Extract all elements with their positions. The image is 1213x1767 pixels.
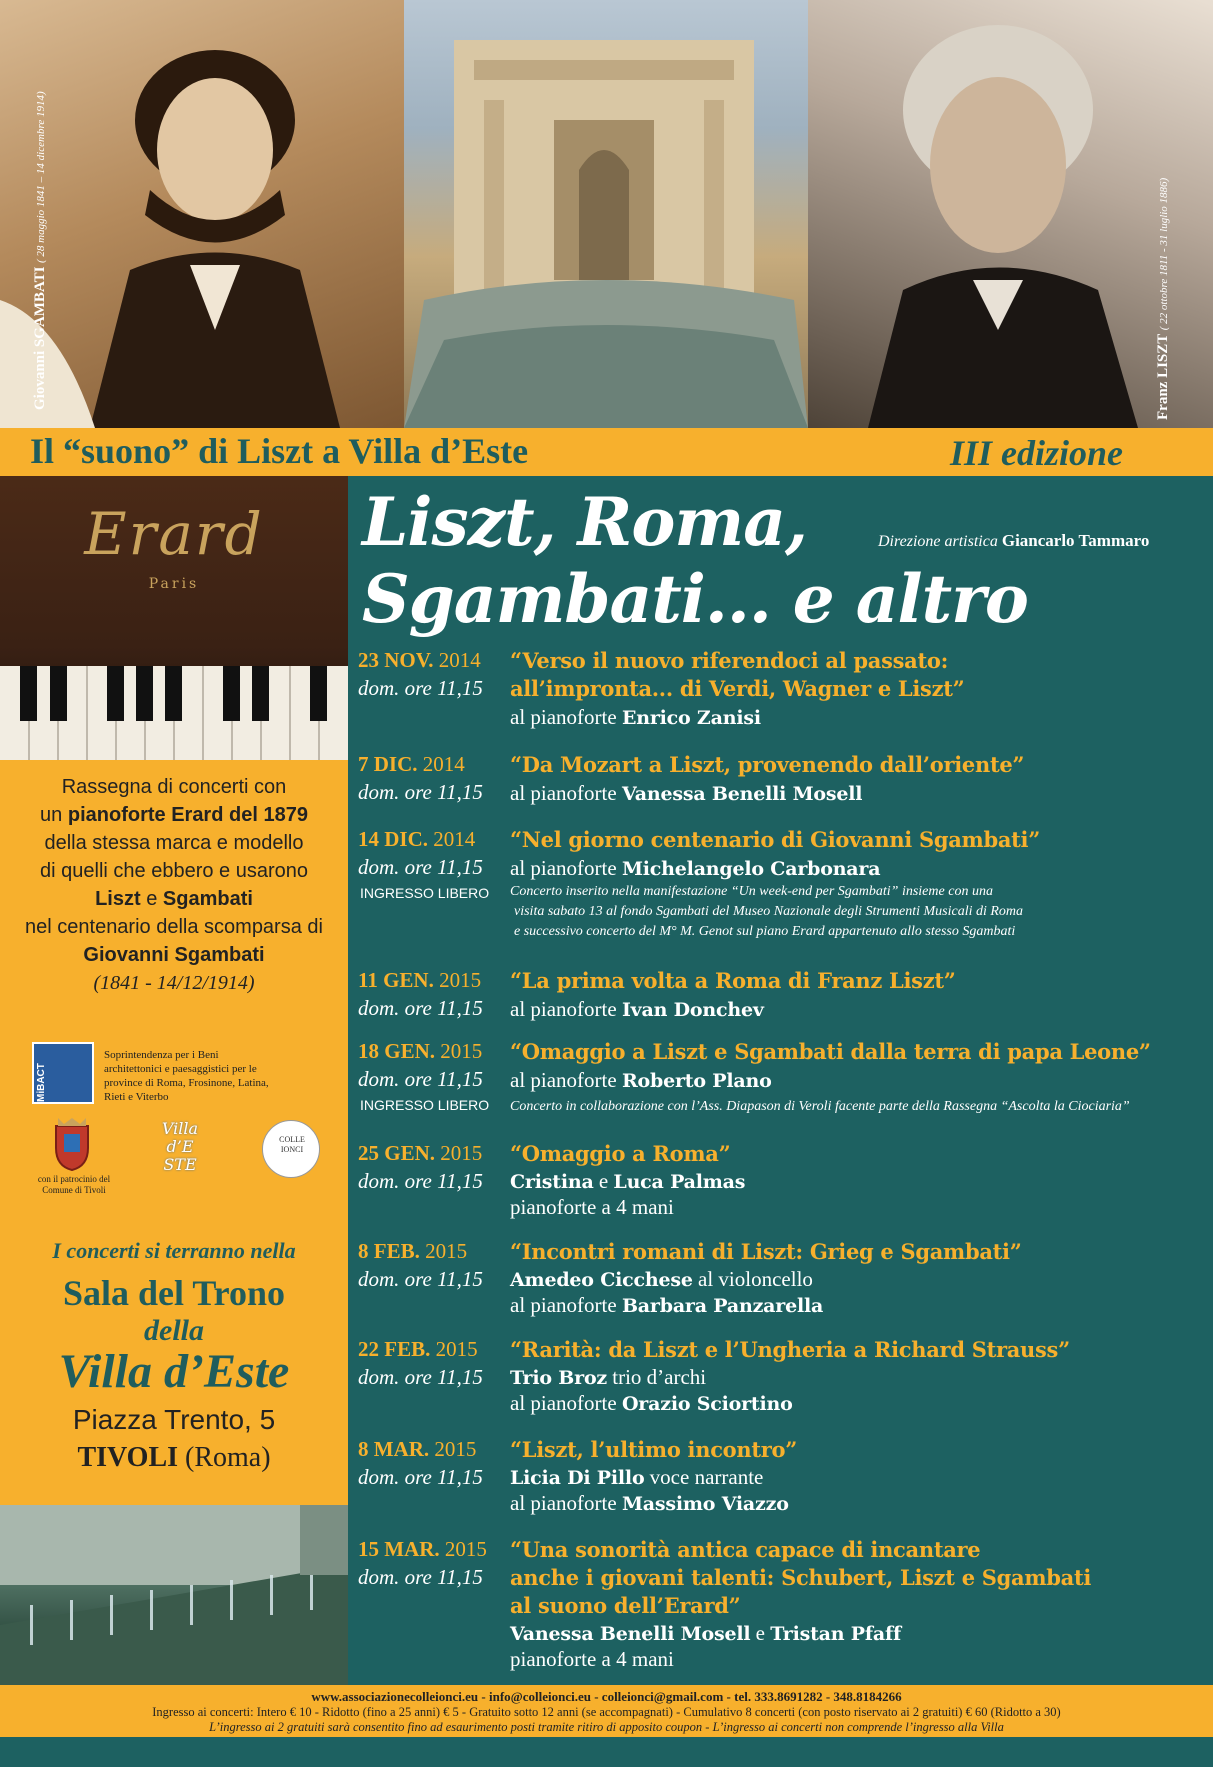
erard-piano-photo (0, 476, 348, 760)
edition-label: III edizione (950, 433, 1124, 473)
venue-city-name: TIVOLI (77, 1442, 179, 1473)
event-note: e successivo concerto del M° M. Genot sul piano Erard appartenuto allo stesso Sgambati (514, 924, 1016, 939)
direction-label: Direzione artistica (878, 533, 998, 550)
event-day: 23 NOV. (358, 648, 434, 672)
event-year: 2015 (440, 1141, 483, 1165)
event-performer (510, 1169, 745, 1194)
sgambati-caption (32, 91, 49, 410)
performer-name: Amedeo Cicchese (510, 1269, 693, 1291)
performer-role: al pianoforte (510, 705, 617, 729)
sgambati-dates: ( 28 maggio 1841 – 14 dicembre 1914) (35, 91, 47, 263)
performer-name: Vanessa Benelli Mosell (510, 1623, 751, 1645)
event-title-line: al suono dell’Erard” (510, 1593, 741, 1618)
performer-name: Massimo Viazzo (621, 1493, 789, 1515)
patronage-text (24, 1174, 124, 1196)
event-date (358, 1039, 482, 1064)
event-day: 8 MAR. (358, 1437, 430, 1461)
event-time: dom. ore 11,15 (358, 1565, 483, 1589)
villa-logo-line-2: d’E (166, 1137, 194, 1156)
venue-hall: Sala del Trono (62, 1273, 286, 1313)
performer-role: voce narrante (649, 1465, 764, 1489)
event-day: 18 GEN. (358, 1039, 436, 1063)
fountains-illustration (0, 1505, 348, 1710)
performer-role: al violoncello (698, 1267, 813, 1291)
footer-contacts: www.associazionecolleionci.eu - info@colleionci.eu - colleionci@gmail.com - tel. 333.8691282 - 348.8184266 (311, 1689, 902, 1704)
footer-prices: Ingresso ai concerti: Intero € 10 - Ridotto (fino a 25 anni) € 5 - Gratuito sotto 12 anni (se accompagnati) - Cumulativo 8 concerti (con posto riservato ai 2 gratuiti) € 60 (Ridotto a 30) (152, 1705, 1061, 1719)
left-info-column (0, 760, 348, 1505)
event-date (358, 1337, 478, 1362)
event-date (358, 1537, 487, 1562)
event-year: 2015 (440, 1039, 483, 1063)
liszt-portrait (808, 0, 1213, 428)
performer-role: al pianoforte (510, 856, 617, 880)
liszt-portrait-illustration (808, 0, 1213, 428)
event-date (358, 752, 465, 777)
intro-liszt: Liszt (95, 888, 141, 910)
event-performer (510, 997, 764, 1022)
intro-line-3: della stessa marca e modello (44, 832, 304, 854)
event-note: Concerto inserito nella manifestazione “Un week-end per Sgambati” insieme con una (510, 884, 993, 899)
performer-name: Luca Palmas (613, 1171, 746, 1193)
event-time: dom. ore 11,15 (358, 1169, 483, 1193)
event-title-line: “Incontri romani di Liszt: Grieg e Sgambati” (510, 1239, 1022, 1264)
event-performer: pianoforte a 4 mani (510, 1647, 674, 1671)
liszt-caption (1155, 178, 1172, 420)
event-year: 2015 (425, 1239, 468, 1263)
liszt-name: Franz LISZT (1155, 333, 1171, 420)
event-performer (510, 1267, 813, 1292)
patronage-line-1: con il patrocinio del (37, 1174, 111, 1184)
performer-name: Orazio Sciortino (621, 1393, 793, 1415)
intro-line-5 (0, 888, 348, 911)
event-performer (510, 705, 761, 730)
performer-conj: e (755, 1621, 765, 1645)
performer-conj: e (598, 1169, 609, 1193)
event-note: Concerto in collaborazione con l’Ass. Diapason di Veroli facente parte della Rassegna “Ascolta la Ciociaria” (510, 1099, 1130, 1114)
event-day: 8 FEB. (358, 1239, 420, 1263)
event-date (358, 968, 481, 993)
intro-sgambati: Sgambati (162, 888, 253, 910)
event-title-line: “Rarità: da Liszt e l’Ungheria a Richard Strauss” (510, 1337, 1070, 1362)
performer-role: al pianoforte (510, 781, 617, 805)
intro-line-2 (0, 804, 348, 827)
venue-intro: I concerti si terranno nella (52, 1238, 296, 1263)
venue-province: (Roma) (185, 1442, 271, 1473)
performer-name: Tristan Pfaff (770, 1623, 901, 1645)
event-title-line: “Liszt, l’ultimo incontro” (510, 1437, 798, 1462)
performer-name: Roberto Plano (621, 1070, 772, 1092)
artistic-direction (878, 531, 1149, 551)
event-year: 2014 (438, 648, 481, 672)
event-time: dom. ore 11,15 (358, 1067, 483, 1091)
event-year: 2015 (434, 1437, 477, 1461)
event-day: 14 DIC. (358, 827, 429, 851)
event-performer (510, 781, 862, 806)
event-free-entry: INGRESSO LIBERO (360, 885, 490, 901)
performer-name: Cristina (510, 1171, 594, 1193)
villa-logo-line-3: STE (163, 1155, 197, 1174)
performer-name: Vanessa Benelli Mosell (621, 783, 863, 805)
event-title-line: “Verso il nuovo riferendoci al passato: (510, 648, 949, 673)
event-day: 25 GEN. (358, 1141, 436, 1165)
liszt-dates: ( 22 ottobre 1811 - 31 luglio 1886) (1158, 177, 1170, 331)
event-year: 2015 (444, 1537, 487, 1561)
performer-name: Licia Di Pillo (510, 1467, 645, 1489)
event-date (358, 1141, 482, 1166)
villa-deste-logo (130, 1120, 230, 1174)
event-time: dom. ore 11,15 (358, 1365, 483, 1389)
intro-line-7: Giovanni Sgambati (83, 944, 265, 966)
performer-name: Enrico Zanisi (621, 707, 761, 729)
event-free-entry: INGRESSO LIBERO (360, 1097, 490, 1113)
venue-della: della (144, 1314, 204, 1347)
villa-deste-fountains-photo (0, 1505, 348, 1710)
soprintendenza-line-3: province di Roma, Frosinone, Latina, (104, 1077, 269, 1089)
performer-name: Michelangelo Carbonara (621, 858, 881, 880)
event-time: dom. ore 11,15 (358, 996, 483, 1020)
series-title: Il “suono” di Liszt a Villa d’Este (30, 431, 529, 471)
erard-logo: Erard (84, 500, 264, 568)
event-date (358, 1239, 467, 1264)
soprintendenza-line-1: Soprintendenza per i Beni (104, 1049, 219, 1061)
event-title-line: anche i giovani talenti: Schubert, Liszt e Sgambati (510, 1565, 1092, 1590)
event-title-line: “Da Mozart a Liszt, provenendo dall’oriente” (510, 752, 1025, 777)
event-time: dom. ore 11,15 (358, 1267, 483, 1291)
performer-role: al pianoforte (510, 997, 617, 1021)
performer-name: Ivan Donchev (621, 999, 764, 1021)
footer-notes: L’ingresso ai 2 gratuiti sarà consentito fino ad esaurimento posti tramite ritiro di apposito coupon - L’ingresso ai concerti non comprende l’ingresso alla Villa (209, 1720, 1004, 1734)
performer-role: al pianoforte (510, 1391, 617, 1415)
main-title-line-2: Sgambati... e altro (362, 560, 1028, 638)
event-date (358, 827, 475, 852)
event-day: 11 GEN. (358, 968, 434, 992)
event-performer (510, 1491, 789, 1516)
event-time: dom. ore 11,15 (358, 855, 483, 879)
performer-role: al pianoforte (510, 1068, 617, 1092)
intro-line-6: nel centenario della scomparsa di (25, 916, 323, 938)
piano-keys-icon (0, 666, 348, 760)
main-title-line-1: Liszt, Roma, (362, 483, 808, 561)
event-performer (510, 1465, 763, 1490)
event-day: 7 DIC. (358, 752, 418, 776)
intro-line-4: di quelli che ebbero e usarono (40, 860, 308, 882)
colleionci-logo-line-2: IONCI (280, 1145, 304, 1154)
event-note: visita sabato 13 al fondo Sgambati del Museo Nazionale degli Strumenti Musicali di Roma (514, 904, 1024, 919)
event-date (358, 648, 481, 673)
performer-name: Barbara Panzarella (621, 1295, 824, 1317)
performer-role: al pianoforte (510, 1293, 617, 1317)
event-performer (510, 1293, 823, 1318)
intro-line-8: (1841 - 14/12/1914) (93, 972, 255, 994)
intro-and: e (146, 888, 158, 910)
colleionci-logo-text (263, 1135, 321, 1155)
event-performer (510, 856, 880, 881)
venue-city (0, 1442, 348, 1474)
performer-role: al pianoforte (510, 1491, 617, 1515)
performer-name: Trio Broz (510, 1367, 608, 1389)
event-title-line: “Una sonorità antica capace di incantare (510, 1537, 981, 1562)
performer-role: trio d’archi (612, 1365, 707, 1389)
patronage-line-2: Comune di Tivoli (42, 1185, 106, 1195)
soprintendenza-text (104, 1048, 269, 1104)
event-year: 2014 (422, 752, 465, 776)
event-year: 2015 (435, 1337, 478, 1361)
event-time: dom. ore 11,15 (358, 1465, 483, 1489)
event-date (358, 1437, 476, 1462)
trevi-illustration (404, 0, 808, 428)
event-performer (510, 1391, 793, 1416)
soprintendenza-line-4: Rieti e Viterbo (104, 1091, 169, 1103)
event-title-line: all’impronta... di Verdi, Wagner e Liszt” (510, 676, 965, 701)
sgambati-name: Giovanni SGAMBATI (32, 266, 48, 410)
director-name: Giancarlo Tammaro (1001, 531, 1150, 550)
villa-logo-line-1: Villa (161, 1119, 199, 1138)
event-title-line: “La prima volta a Roma di Franz Liszt” (510, 968, 956, 993)
event-day: 15 MAR. (358, 1537, 440, 1561)
event-day: 22 FEB. (358, 1337, 431, 1361)
sgambati-portrait-illustration (0, 0, 404, 428)
tivoli-crest-icon (52, 1118, 92, 1170)
erard-logo-sub: Paris (148, 576, 200, 592)
venue-villa: Villa d’Este (58, 1345, 290, 1398)
venue-address: Piazza Trento, 5 (72, 1404, 276, 1435)
sgambati-portrait (0, 0, 404, 428)
soprintendenza-line-2: architettonici e paesaggistici per le (104, 1063, 257, 1075)
event-performer (510, 1365, 706, 1390)
intro-line-2-pre: un (40, 804, 63, 826)
colleionci-logo (262, 1120, 320, 1178)
event-time: dom. ore 11,15 (358, 676, 483, 700)
bottom-strip (0, 1737, 1213, 1767)
mibact-logo-text: MiBACT (36, 1063, 47, 1102)
intro-line-1: Rassegna di concerti con (61, 776, 287, 798)
event-title-line: “Omaggio a Liszt e Sgambati dalla terra di papa Leone” (510, 1039, 1151, 1064)
trevi-fountain-painting (404, 0, 808, 428)
event-year: 2014 (433, 827, 476, 851)
event-performer (510, 1621, 901, 1646)
event-performer (510, 1068, 772, 1093)
event-title-line: “Omaggio a Roma” (510, 1141, 731, 1166)
event-performer: pianoforte a 4 mani (510, 1195, 674, 1219)
colleionci-logo-line-1: COLLE (279, 1135, 305, 1144)
event-time: dom. ore 11,15 (358, 780, 483, 804)
event-title-line: “Nel giorno centenario di Giovanni Sgambati” (510, 827, 1041, 852)
footer (0, 1685, 1213, 1737)
intro-line-2-bold: pianoforte Erard del 1879 (67, 804, 308, 826)
event-year: 2015 (439, 968, 482, 992)
mibact-logo (32, 1042, 94, 1104)
